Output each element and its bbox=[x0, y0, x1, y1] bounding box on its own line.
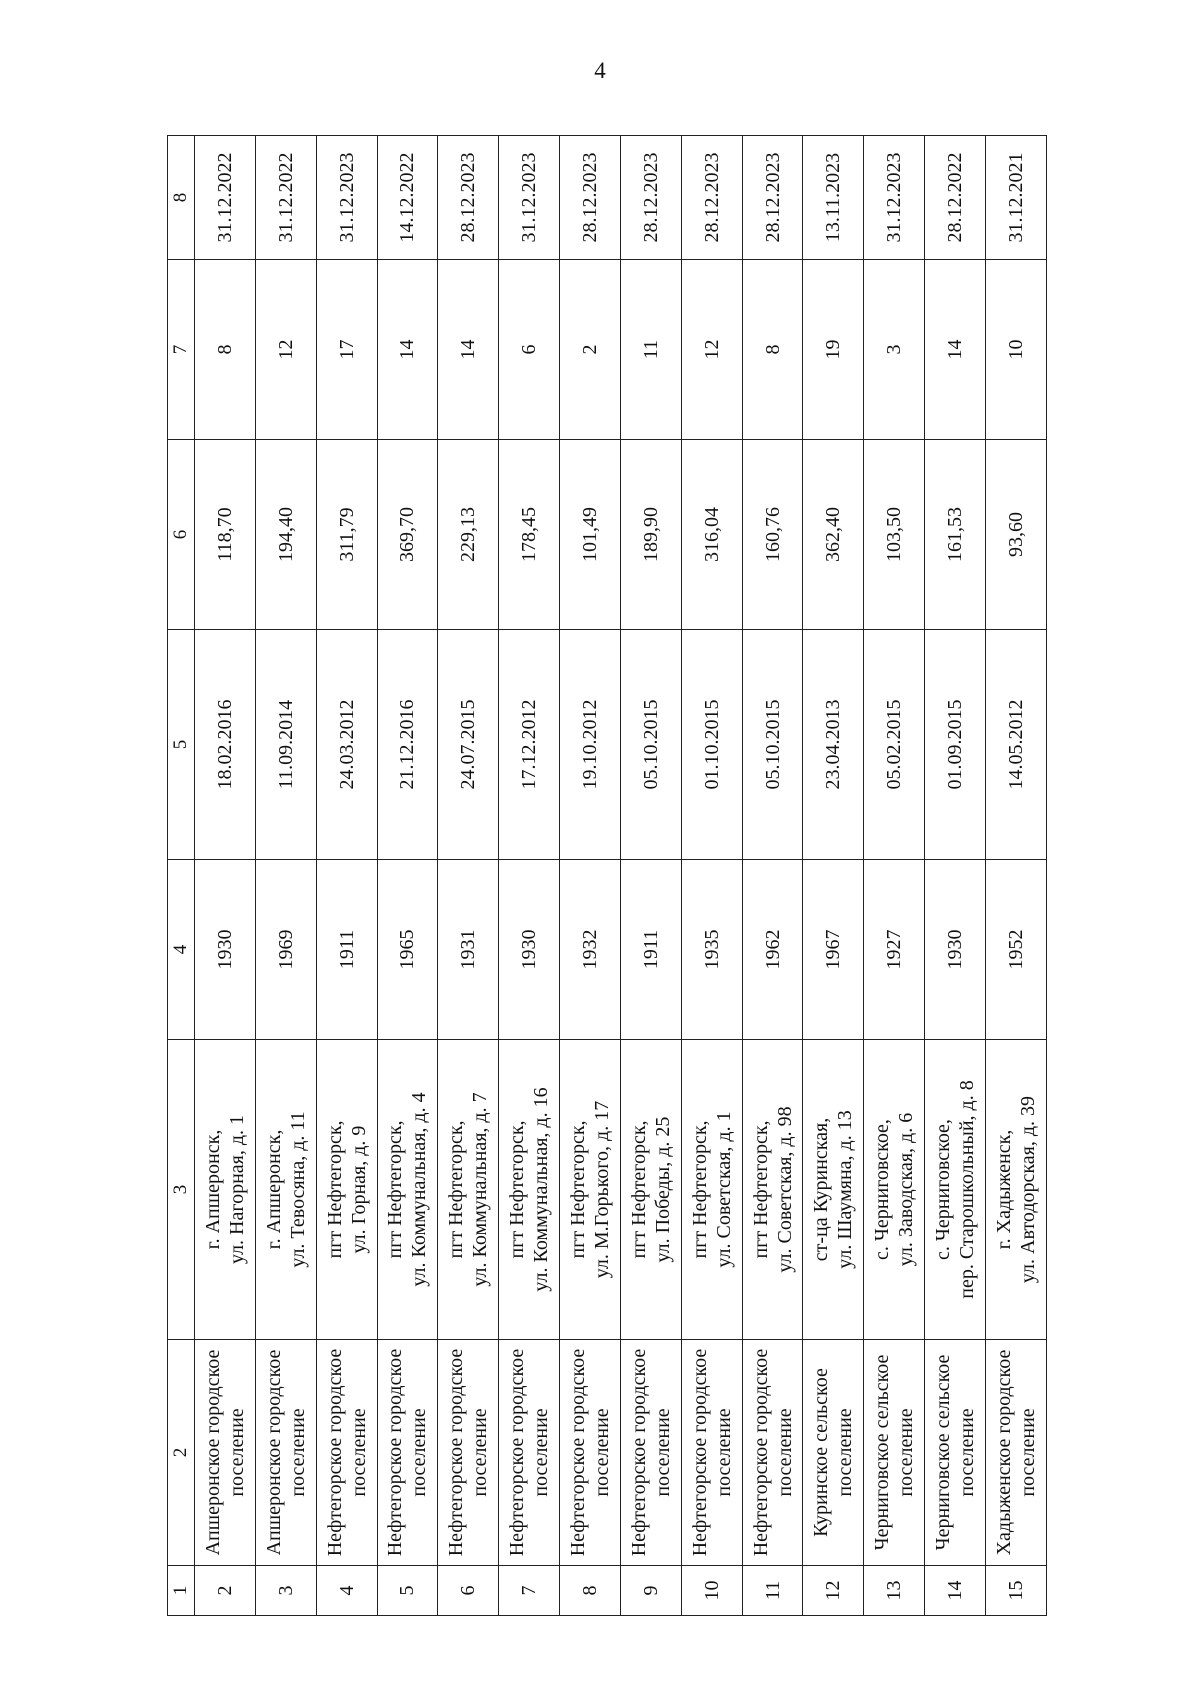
settlement-name bbox=[255, 1340, 316, 1566]
construction-year: 1930 bbox=[195, 860, 256, 1040]
deadline-date: 31.12.2022 bbox=[195, 136, 256, 260]
column-header-7: 7 bbox=[168, 260, 195, 440]
house-address bbox=[985, 1040, 1046, 1340]
house-address-line: ул. Советская, д. 1 bbox=[712, 1111, 735, 1268]
column-header-5: 5 bbox=[168, 630, 195, 860]
house-address-line: пгт Нефтегорск, bbox=[627, 1120, 650, 1259]
construction-year: 1931 bbox=[438, 860, 499, 1040]
row-number: 4 bbox=[316, 1566, 377, 1616]
settlement-name-line: Нефтегорское городское bbox=[749, 1348, 772, 1557]
deadline-date: 28.12.2022 bbox=[925, 136, 986, 260]
settlement-name-line: поселение bbox=[773, 1408, 796, 1497]
settlement-name-line: поселение bbox=[834, 1408, 857, 1497]
table-row bbox=[742, 136, 803, 1616]
resident-count: 12 bbox=[255, 260, 316, 440]
settlement-name-line: Нефтегорское городское bbox=[688, 1348, 711, 1557]
settlement-name-line: Нефтегорское городское bbox=[323, 1348, 346, 1557]
resident-count: 11 bbox=[620, 260, 681, 440]
house-address-line: ул. Коммунальная, д. 7 bbox=[469, 1092, 492, 1287]
recognition-date: 05.02.2015 bbox=[864, 630, 925, 860]
recognition-date: 19.10.2012 bbox=[560, 630, 621, 860]
deadline-date: 28.12.2023 bbox=[742, 136, 803, 260]
resident-count: 6 bbox=[499, 260, 560, 440]
recognition-date: 24.03.2012 bbox=[316, 630, 377, 860]
settlement-name-line: поселение bbox=[651, 1408, 674, 1497]
deadline-date: 28.12.2023 bbox=[681, 136, 742, 260]
recognition-date: 01.10.2015 bbox=[681, 630, 742, 860]
column-header-3: 3 bbox=[168, 1040, 195, 1340]
resident-count: 14 bbox=[377, 260, 438, 440]
settlement-name-line: Куринское сельское bbox=[810, 1368, 833, 1537]
area-value: 194,40 bbox=[255, 440, 316, 630]
recognition-date: 05.10.2015 bbox=[620, 630, 681, 860]
row-number: 8 bbox=[560, 1566, 621, 1616]
settlement-name-line: поселение bbox=[895, 1408, 918, 1497]
construction-year: 1965 bbox=[377, 860, 438, 1040]
construction-year: 1927 bbox=[864, 860, 925, 1040]
house-address bbox=[195, 1040, 256, 1340]
construction-year: 1930 bbox=[499, 860, 560, 1040]
recognition-date: 14.05.2012 bbox=[985, 630, 1046, 860]
column-header-2: 2 bbox=[168, 1340, 195, 1566]
house-address-line: ул. Заводская, д. 6 bbox=[895, 1112, 918, 1267]
house-address bbox=[864, 1040, 925, 1340]
row-number: 5 bbox=[377, 1566, 438, 1616]
construction-year: 1932 bbox=[560, 860, 621, 1040]
area-value: 229,13 bbox=[438, 440, 499, 630]
house-address bbox=[316, 1040, 377, 1340]
house-address-line: пгт Нефтегорск, bbox=[445, 1120, 468, 1259]
settlement-name-line: Нефтегорское городское bbox=[506, 1348, 529, 1557]
table-row bbox=[377, 136, 438, 1616]
recognition-date: 11.09.2014 bbox=[255, 630, 316, 860]
table-row bbox=[316, 136, 377, 1616]
house-address-line: пгт Нефтегорск, bbox=[506, 1120, 529, 1259]
deadline-date: 28.12.2023 bbox=[438, 136, 499, 260]
house-address-line: ул. Тевосяна, д. 11 bbox=[286, 1111, 309, 1268]
resident-count: 3 bbox=[864, 260, 925, 440]
construction-year: 1911 bbox=[316, 860, 377, 1040]
row-number: 11 bbox=[742, 1566, 803, 1616]
house-address-line: пгт Нефтегорск, bbox=[749, 1120, 772, 1259]
house-address bbox=[438, 1040, 499, 1340]
construction-year: 1969 bbox=[255, 860, 316, 1040]
settlement-name-line: поселение bbox=[347, 1408, 370, 1497]
column-header-4: 4 bbox=[168, 860, 195, 1040]
house-address-line: г. Апшеронск, bbox=[201, 1129, 224, 1250]
house-address-line: с. Черниговское, bbox=[932, 1119, 955, 1260]
house-address-line: ул. М.Горького, д. 17 bbox=[590, 1100, 613, 1279]
house-address-line: с. Черниговское, bbox=[871, 1119, 894, 1260]
house-address bbox=[803, 1040, 864, 1340]
row-number: 12 bbox=[803, 1566, 864, 1616]
house-address bbox=[620, 1040, 681, 1340]
construction-year: 1911 bbox=[620, 860, 681, 1040]
settlement-name-line: поселение bbox=[590, 1408, 613, 1497]
resident-count: 14 bbox=[438, 260, 499, 440]
settlement-name-line: Нефтегорское городское bbox=[384, 1348, 407, 1557]
settlement-name-line: поселение bbox=[225, 1408, 248, 1497]
deadline-date: 28.12.2023 bbox=[620, 136, 681, 260]
resident-count: 19 bbox=[803, 260, 864, 440]
settlement-name-line: поселение bbox=[408, 1408, 431, 1497]
column-header-6: 6 bbox=[168, 440, 195, 630]
row-number: 6 bbox=[438, 1566, 499, 1616]
area-value: 101,49 bbox=[560, 440, 621, 630]
house-address-line: ул. Коммунальная, д. 16 bbox=[530, 1087, 553, 1292]
deadline-date: 14.12.2022 bbox=[377, 136, 438, 260]
deadline-date: 28.12.2023 bbox=[560, 136, 621, 260]
settlement-name bbox=[925, 1340, 986, 1566]
settlement-name bbox=[620, 1340, 681, 1566]
house-address-line: г. Хадыженск, bbox=[992, 1129, 1015, 1250]
construction-year: 1952 bbox=[985, 860, 1046, 1040]
settlement-name-line: Нефтегорское городское bbox=[566, 1348, 589, 1557]
table-row bbox=[681, 136, 742, 1616]
settlement-name bbox=[681, 1340, 742, 1566]
recognition-date: 05.10.2015 bbox=[742, 630, 803, 860]
column-header-1: 1 bbox=[168, 1566, 195, 1616]
house-address bbox=[255, 1040, 316, 1340]
deadline-date: 31.12.2023 bbox=[316, 136, 377, 260]
deadline-date: 31.12.2022 bbox=[255, 136, 316, 260]
table-row bbox=[195, 136, 256, 1616]
table-header-row bbox=[168, 136, 195, 1616]
settlement-name bbox=[560, 1340, 621, 1566]
house-address-line: ул. Советская, д. 98 bbox=[773, 1106, 796, 1273]
recognition-date: 24.07.2015 bbox=[438, 630, 499, 860]
settlement-name bbox=[499, 1340, 560, 1566]
table-row bbox=[925, 136, 986, 1616]
recognition-date: 01.09.2015 bbox=[925, 630, 986, 860]
deadline-date: 31.12.2023 bbox=[499, 136, 560, 260]
house-address bbox=[560, 1040, 621, 1340]
table-row bbox=[864, 136, 925, 1616]
settlement-name-line: Нефтегорское городское bbox=[627, 1348, 650, 1557]
deadline-date: 31.12.2023 bbox=[864, 136, 925, 260]
area-value: 160,76 bbox=[742, 440, 803, 630]
house-address-line: ул. Нагорная, д. 1 bbox=[225, 1114, 248, 1265]
table-row bbox=[803, 136, 864, 1616]
recognition-date: 21.12.2016 bbox=[377, 630, 438, 860]
house-address-line: ул. Горная, д. 9 bbox=[347, 1125, 370, 1254]
resident-count: 14 bbox=[925, 260, 986, 440]
house-address-line: пер. Старошкольный, д. 8 bbox=[956, 1080, 979, 1299]
resident-count: 8 bbox=[742, 260, 803, 440]
page-number: 4 bbox=[594, 58, 606, 83]
settlement-name-line: Черниговское сельское bbox=[871, 1354, 894, 1551]
settlement-name bbox=[864, 1340, 925, 1566]
column-header-8: 8 bbox=[168, 136, 195, 260]
recognition-date: 17.12.2012 bbox=[499, 630, 560, 860]
row-number: 2 bbox=[195, 1566, 256, 1616]
deadline-date: 13.11.2023 bbox=[803, 136, 864, 260]
settlement-name bbox=[742, 1340, 803, 1566]
house-address-line: г. Апшеронск, bbox=[262, 1129, 285, 1250]
row-number: 14 bbox=[925, 1566, 986, 1616]
resident-count: 17 bbox=[316, 260, 377, 440]
settlement-name-line: поселение bbox=[286, 1408, 309, 1497]
table-row bbox=[255, 136, 316, 1616]
house-address-line: пгт Нефтегорск, bbox=[384, 1120, 407, 1259]
settlement-name bbox=[377, 1340, 438, 1566]
settlement-name-line: Апшеронское городское bbox=[262, 1349, 285, 1556]
row-number: 9 bbox=[620, 1566, 681, 1616]
table-row bbox=[620, 136, 681, 1616]
settlement-name bbox=[316, 1340, 377, 1566]
settlement-name-line: Хадыженское городское bbox=[992, 1349, 1015, 1556]
row-number: 13 bbox=[864, 1566, 925, 1616]
area-value: 362,40 bbox=[803, 440, 864, 630]
settlement-name-line: Черниговское сельское bbox=[932, 1354, 955, 1551]
area-value: 311,79 bbox=[316, 440, 377, 630]
house-address bbox=[681, 1040, 742, 1340]
area-value: 103,50 bbox=[864, 440, 925, 630]
settlement-name-line: Нефтегорское городское bbox=[445, 1348, 468, 1557]
settlement-name-line: поселение bbox=[712, 1408, 735, 1497]
resettlement-table bbox=[167, 135, 1047, 1616]
area-value: 93,60 bbox=[985, 440, 1046, 630]
resident-count: 2 bbox=[560, 260, 621, 440]
house-address-line: пгт Нефтегорск, bbox=[566, 1120, 589, 1259]
area-value: 189,90 bbox=[620, 440, 681, 630]
settlement-name bbox=[985, 1340, 1046, 1566]
recognition-date: 18.02.2016 bbox=[195, 630, 256, 860]
house-address-line: ул. Коммунальная, д. 4 bbox=[408, 1092, 431, 1287]
table-body bbox=[168, 136, 1047, 1616]
house-address bbox=[377, 1040, 438, 1340]
row-number: 10 bbox=[681, 1566, 742, 1616]
house-address-line: пгт Нефтегорск, bbox=[323, 1120, 346, 1259]
area-value: 161,53 bbox=[925, 440, 986, 630]
settlement-name-line: поселение bbox=[469, 1408, 492, 1497]
table-row bbox=[560, 136, 621, 1616]
row-number: 7 bbox=[499, 1566, 560, 1616]
settlement-name bbox=[438, 1340, 499, 1566]
settlement-name-line: поселение bbox=[956, 1408, 979, 1497]
construction-year: 1935 bbox=[681, 860, 742, 1040]
settlement-name-line: поселение bbox=[1016, 1408, 1039, 1497]
resident-count: 12 bbox=[681, 260, 742, 440]
construction-year: 1967 bbox=[803, 860, 864, 1040]
settlement-name-line: Апшеронское городское bbox=[201, 1349, 224, 1556]
house-address-line: ул. Шаумяна, д. 13 bbox=[834, 1110, 857, 1269]
area-value: 178,45 bbox=[499, 440, 560, 630]
house-address bbox=[499, 1040, 560, 1340]
house-address-line: ул. Автодорская, д. 39 bbox=[1016, 1095, 1039, 1284]
recognition-date: 23.04.2013 bbox=[803, 630, 864, 860]
row-number: 15 bbox=[985, 1566, 1046, 1616]
settlement-name bbox=[195, 1340, 256, 1566]
house-address bbox=[925, 1040, 986, 1340]
deadline-date: 31.12.2021 bbox=[985, 136, 1046, 260]
rotated-table-container bbox=[167, 136, 1047, 1616]
resident-count: 10 bbox=[985, 260, 1046, 440]
settlement-name bbox=[803, 1340, 864, 1566]
house-address-line: ст-ца Куринская, bbox=[810, 1117, 833, 1262]
area-value: 316,04 bbox=[681, 440, 742, 630]
table-row bbox=[438, 136, 499, 1616]
area-value: 369,70 bbox=[377, 440, 438, 630]
construction-year: 1962 bbox=[742, 860, 803, 1040]
table-row bbox=[499, 136, 560, 1616]
house-address-line: ул. Победы, д. 25 bbox=[651, 1116, 674, 1263]
row-number: 3 bbox=[255, 1566, 316, 1616]
construction-year: 1930 bbox=[925, 860, 986, 1040]
table-row bbox=[985, 136, 1046, 1616]
resident-count: 8 bbox=[195, 260, 256, 440]
house-address bbox=[742, 1040, 803, 1340]
settlement-name-line: поселение bbox=[530, 1408, 553, 1497]
house-address-line: пгт Нефтегорск, bbox=[688, 1120, 711, 1259]
area-value: 118,70 bbox=[195, 440, 256, 630]
